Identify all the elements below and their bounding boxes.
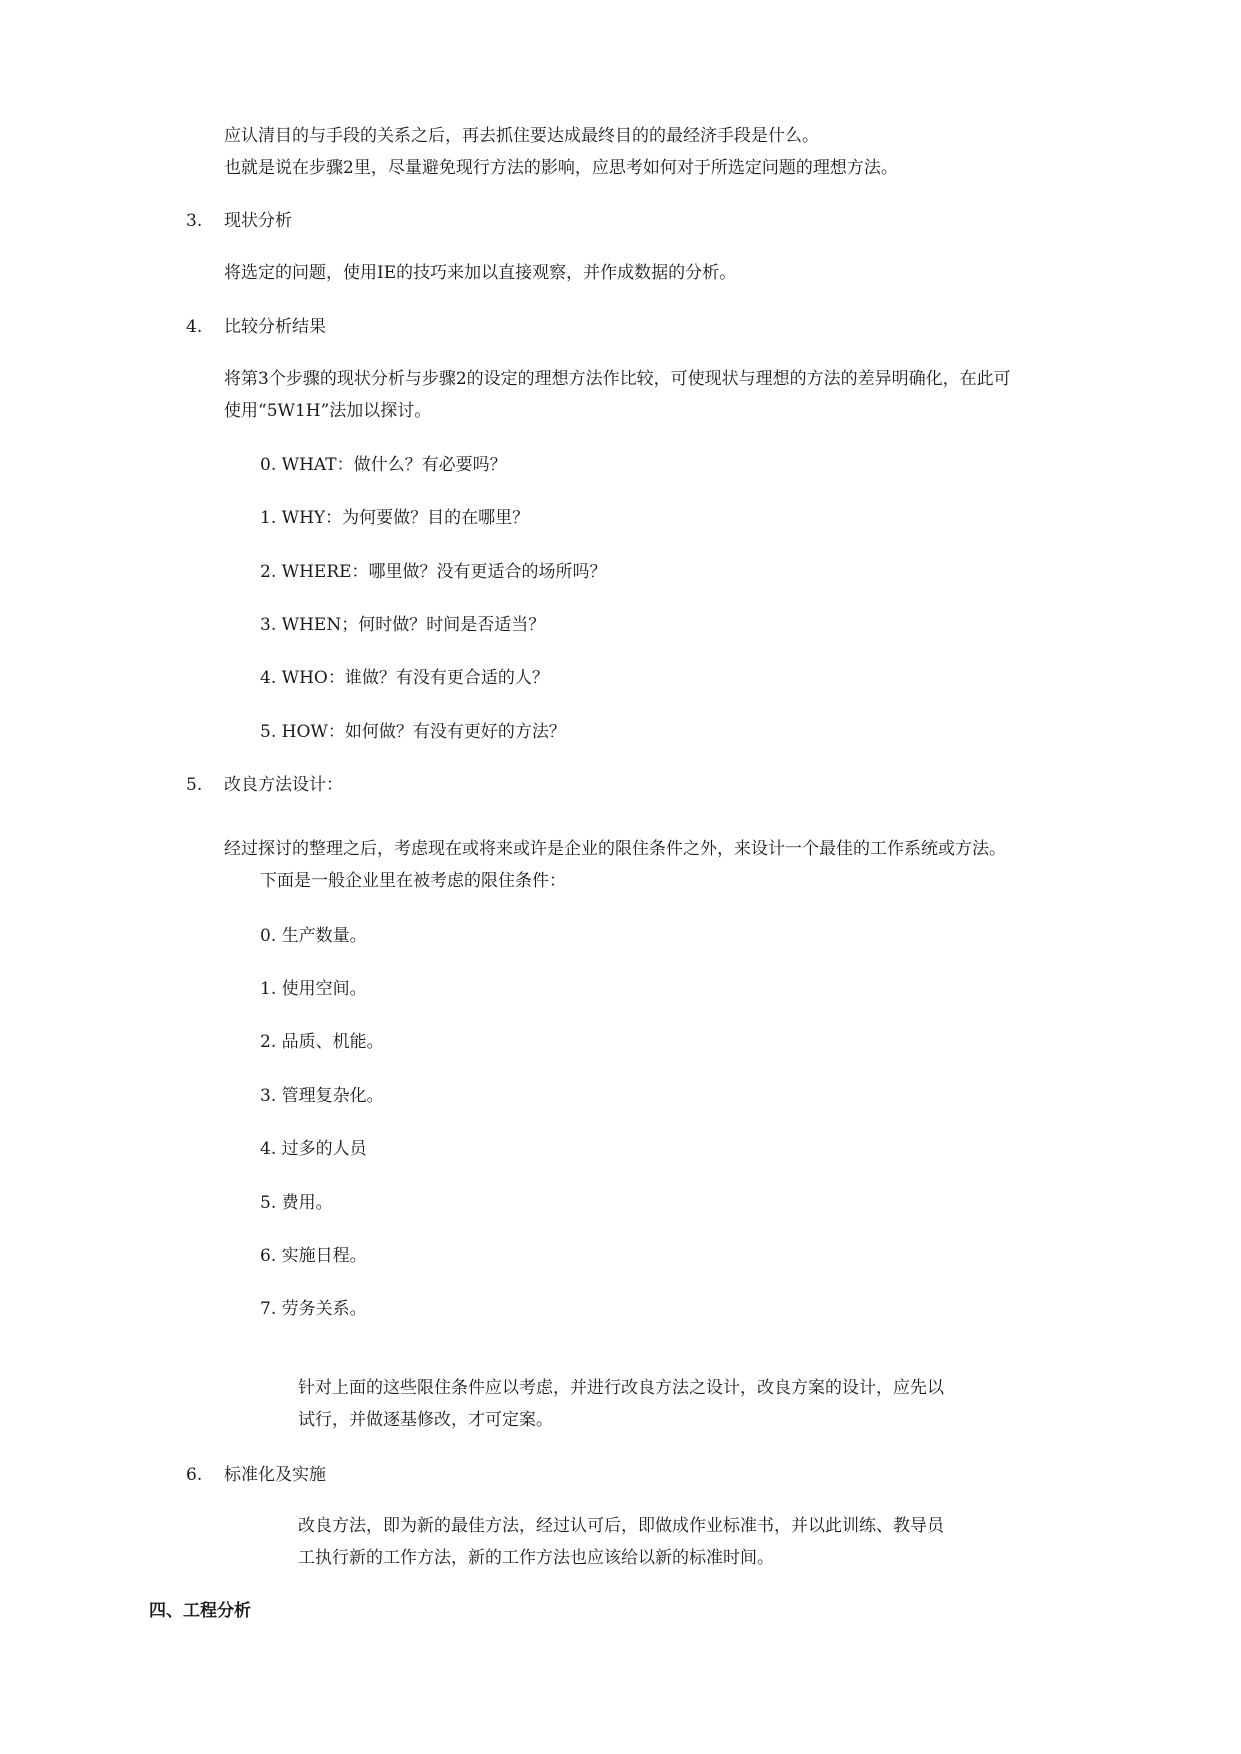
section-4-number: 4.: [186, 317, 203, 337]
list-item-5w1h-when: 3. WHEN；何时做？时间是否适当？: [260, 615, 546, 635]
intro-line-2: 也就是说在步骤2里，尽量避免现行方法的影响，应思考如何对于所选定问题的理想方法。: [224, 158, 898, 178]
list-item-constraint-1: 1. 使用空间。: [260, 979, 367, 999]
section-heading-process-analysis: 四、工程分析: [149, 1601, 251, 1621]
section-5-title: 改良方法设计：: [224, 775, 343, 795]
list-item-constraint-7: 7. 劳务关系。: [260, 1299, 367, 1319]
intro-line-1: 应认清目的与手段的关系之后，再去抓住要达成最终目的的最经济手段是什么。: [224, 126, 819, 146]
section-4-body-line-2: 使用“5W1H”法加以探讨。: [224, 401, 432, 421]
section-3-body: 将选定的问题，使用IE的技巧来加以直接观察，并作成数据的分析。: [224, 263, 737, 283]
list-item-constraint-3: 3. 管理复杂化。: [260, 1086, 384, 1106]
list-item-constraint-2: 2. 品质、机能。: [260, 1032, 384, 1052]
section-5-note-line-1: 针对上面的这些限住条件应以考虑，并进行改良方法之设计，改良方案的设计，应先以: [298, 1378, 944, 1398]
section-6-body-line-2: 工执行新的工作方法，新的工作方法也应该给以新的标准时间。: [298, 1548, 774, 1568]
section-6-title: 标准化及实施: [224, 1465, 326, 1485]
section-3-title: 现状分析: [224, 211, 292, 231]
section-4-body-line-1: 将第3个步骤的现状分析与步骤2的设定的理想方法作比较，可使现状与理想的方法的差异明确化，在此可: [224, 369, 1011, 389]
list-item-constraint-4: 4. 过多的人员: [260, 1139, 367, 1159]
list-item-5w1h-how: 5. HOW：如何做？有没有更好的方法？: [260, 722, 566, 742]
list-item-5w1h-who: 4. WHO：谁做？有没有更合适的人？: [260, 668, 549, 688]
section-5-body-line-2: 下面是一般企业里在被考虑的限住条件：: [260, 871, 566, 891]
section-5-body-line-1: 经过探讨的整理之后，考虑现在或将来或许是企业的限住条件之外，来设计一个最佳的工作系统或方法。: [224, 839, 1006, 859]
section-6-body-line-1: 改良方法，即为新的最佳方法，经过认可后，即做成作业标准书，并以此训练、教导员: [298, 1516, 944, 1536]
list-item-5w1h-what: 0. WHAT：做什么？有必要吗？: [260, 455, 507, 475]
section-6-number: 6.: [186, 1465, 203, 1485]
section-5-number: 5.: [186, 775, 203, 795]
section-5-note-line-2: 试行，并做逐基修改，才可定案。: [298, 1410, 553, 1430]
list-item-constraint-6: 6. 实施日程。: [260, 1246, 367, 1266]
section-4-title: 比较分析结果: [224, 317, 326, 337]
list-item-constraint-0: 0. 生产数量。: [260, 926, 367, 946]
list-item-5w1h-where: 2. WHERE：哪里做？没有更适合的场所吗？: [260, 562, 607, 582]
list-item-constraint-5: 5. 费用。: [260, 1193, 333, 1213]
section-3-number: 3.: [186, 211, 203, 231]
list-item-5w1h-why: 1. WHY：为何要做？目的在哪里？: [260, 508, 530, 528]
